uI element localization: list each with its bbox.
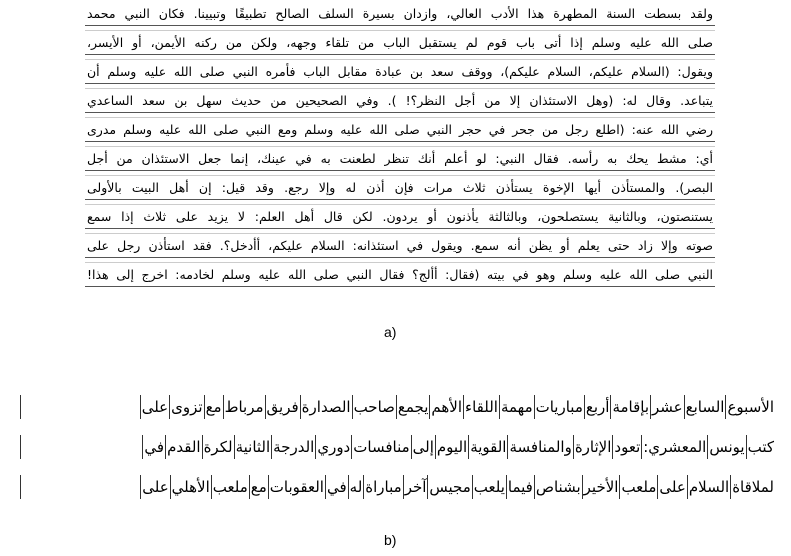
word-segment: السلام (687, 475, 730, 499)
word-segment: يونس (707, 435, 745, 459)
word-segment: يلعب (472, 475, 506, 499)
panel-b-segmented-text (20, 395, 775, 515)
word-segment: بشناص (534, 475, 582, 499)
panel-a-ruled-text (85, 2, 715, 291)
word-segment: فريق (265, 395, 300, 419)
text-line: أي: مشط يحك به رأسه. فقال النبي: لو أعلم أنك تنظر لطعنت به في عينك، إنما جعل الاستئذان من أجل (85, 146, 715, 171)
text-line: يستنصتون، وبالثانية يستصلحون، وبالثالثة يأذنون أو يردون. لكن قال أهل العلم: لا يزيد على ثلاث إذا سمع (85, 204, 715, 229)
word-segment: على (657, 475, 686, 499)
word-segment: والمنافسة (507, 435, 572, 459)
panel-a-caption: a) (384, 324, 397, 340)
word-segment: الدرجة (271, 435, 315, 459)
text-line: البصر). والمستأذن أيها الإخوة يستأذن ثلاث مرات فإن أذن له وإلا رجع. وقد قيل: إن أهل البيت بالأولى (85, 175, 715, 200)
word-segment: أربع (584, 395, 611, 419)
word-segment: مباراة (363, 475, 402, 499)
word-segment: مرباط (223, 395, 265, 419)
word-segment: بإقامة (610, 395, 650, 419)
word-segment: في (325, 475, 348, 499)
word-segment: الإثارة (573, 435, 613, 459)
word-segment: الأخير (582, 475, 620, 499)
word-segment: على (140, 395, 169, 419)
word-segment: صاحب (352, 395, 396, 419)
text-line: رضي الله عنه: (اطلع رجل من جحر في حجر النبي صلى الله عليه وسلم ومع النبي صلى الله عليه وسلم مدرى (85, 117, 715, 142)
word-segment: مجيس (427, 475, 471, 499)
word-segment: منافسات (351, 435, 410, 459)
word-segment: الأسبوع (725, 395, 775, 419)
word-segment: مع (249, 475, 268, 499)
word-segment: العقوبات (268, 475, 325, 499)
word-segment: القوية (468, 435, 507, 459)
word-segment: لكرة (202, 435, 234, 459)
word-segment: القدم (165, 435, 202, 459)
word-segment: الثانية (234, 435, 272, 459)
word-segment: المعشري: (641, 435, 707, 459)
word-segment: آخر (403, 475, 428, 499)
word-segment: لملاقاة (730, 475, 775, 499)
word-segment: له (348, 475, 364, 499)
text-line: النبي صلى الله عليه وسلم وهو في بيته (فقال: أألج؟ فقال النبي صلى الله عليه وسلم لخادمه: اخرج إلى هذا! (85, 262, 715, 287)
word-segment: الأهم (429, 395, 463, 419)
word-segment: مع (204, 395, 223, 419)
segmented-line (20, 475, 775, 499)
panel-b-caption: b) (384, 532, 397, 548)
word-segment: فيما (506, 475, 534, 499)
word-segment: اللقاء (463, 395, 499, 419)
segmented-line (20, 395, 775, 419)
word-segment: كتب (746, 435, 775, 459)
word-segment: عشر (650, 395, 684, 419)
word-segment: الأهلي (170, 475, 211, 499)
word-segment: السابع (684, 395, 726, 419)
word-segment: تزوى (169, 395, 203, 419)
text-line: ولقد بسطت السنة المطهرة هذا الأدب العالي، وازدان بسيرة السلف الصالح تطبيقًا وتبيينا. فكان النبي محمد (85, 2, 715, 26)
word-segment: مهمة (499, 395, 534, 419)
text-line: يتباعد. وقال له: (وهل الاستئذان إلا من أجل النظر؟! ). وفي الصحيحين من حديث سهل بن سعد الساعدي (85, 88, 715, 113)
text-line: صوته وإلا زاد حتى يعلم أو يظن أنه سمع. ويقول في استئذانه: السلام عليكم، أأدخل؟. فقد استأذن رجل على (85, 233, 715, 258)
word-segment: تعود (612, 435, 641, 459)
word-segment: على (140, 475, 169, 499)
word-segment: في (142, 435, 165, 459)
word-segment: مباريات (534, 395, 584, 419)
word-segment: ملعب (619, 475, 657, 499)
segmented-line (20, 435, 775, 459)
text-line: ويقول: (السلام عليكم، السلام عليكم)، ووقف سعد بن عبادة مقابل الباب فأمره النبي صلى الله عليه وسلم أن (85, 59, 715, 84)
word-segment: اليوم (435, 435, 468, 459)
word-segment: ملعب (211, 475, 249, 499)
word-segment: إلى (411, 435, 435, 459)
word-segment: دوري (315, 435, 351, 459)
word-segment: الصدارة (300, 395, 352, 419)
text-line: صلى الله عليه وسلم إذا أتى باب قوم لم يستقبل الباب من تلقاء وجهه، ولكن من ركنه الأيمن، أو الأيسر، (85, 30, 715, 55)
word-segment: يجمع (396, 395, 430, 419)
